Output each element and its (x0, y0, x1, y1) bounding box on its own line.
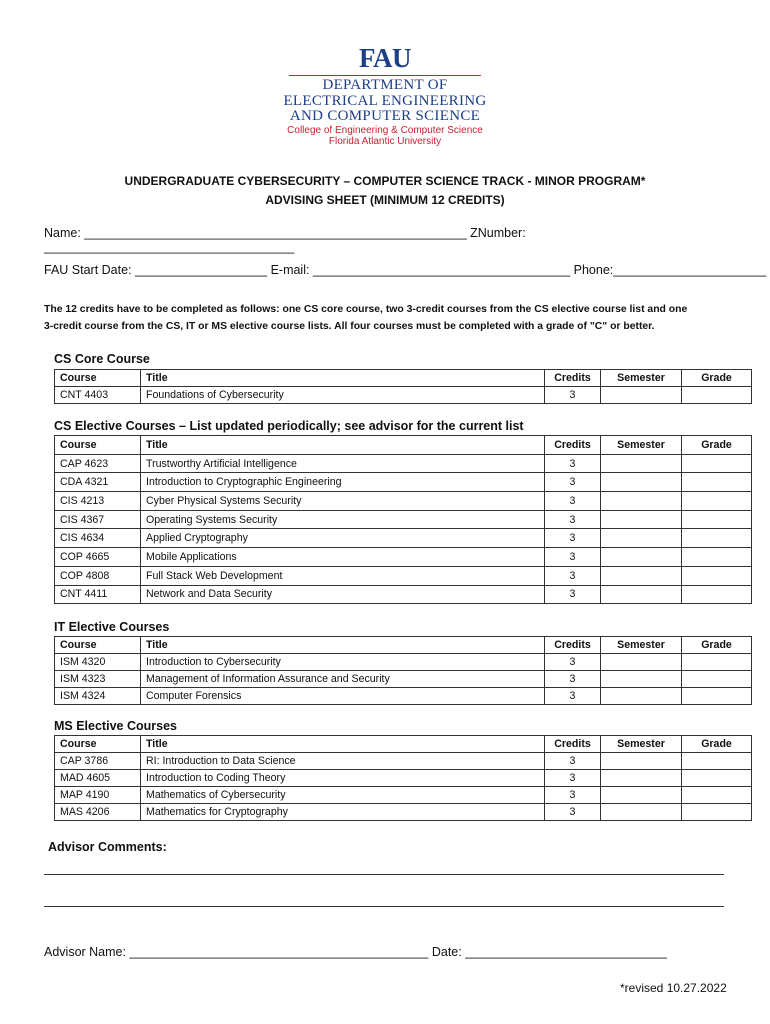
col-semester: Semester (601, 436, 682, 455)
course-title: RI: Introduction to Data Science (141, 753, 545, 770)
it-elective-heading: IT Elective Courses (54, 620, 170, 634)
course-code: CIS 4213 (55, 492, 141, 511)
semester-cell[interactable] (601, 753, 682, 770)
logo-university: Florida Atlantic University (328, 135, 442, 147)
table-header-row (55, 370, 752, 387)
course-credits: 3 (545, 473, 601, 492)
table-row (55, 753, 752, 770)
semester-cell[interactable] (601, 566, 682, 585)
table-row (55, 454, 752, 473)
course-title: Computer Forensics (141, 688, 545, 705)
grade-cell[interactable] (682, 753, 752, 770)
col-title: Title (141, 637, 545, 654)
course-code: MAP 4190 (55, 787, 141, 804)
course-code: CNT 4403 (55, 387, 141, 404)
grade-cell[interactable] (682, 473, 752, 492)
table-row (55, 510, 752, 529)
semester-cell[interactable] (601, 529, 682, 548)
cs-elective-table (54, 435, 752, 604)
table-row (55, 492, 752, 511)
logo-brand: FAU (359, 43, 411, 73)
course-credits: 3 (545, 688, 601, 705)
course-title: Applied Cryptography (141, 529, 545, 548)
course-code: CAP 4623 (55, 454, 141, 473)
course-credits: 3 (545, 529, 601, 548)
cs-core-table (54, 369, 752, 404)
course-code: CIS 4634 (55, 529, 141, 548)
col-credits: Credits (545, 736, 601, 753)
grade-cell[interactable] (682, 787, 752, 804)
semester-cell[interactable] (601, 654, 682, 671)
it-elective-table (54, 636, 752, 705)
course-credits: 3 (545, 585, 601, 604)
col-credits: Credits (545, 436, 601, 455)
course-code: ISM 4324 (55, 688, 141, 705)
course-credits: 3 (545, 787, 601, 804)
fau-logo (270, 44, 500, 147)
course-credits: 3 (545, 654, 601, 671)
table-header-row (55, 736, 752, 753)
col-course: Course (55, 637, 141, 654)
course-code: COP 4665 (55, 548, 141, 567)
page-title: UNDERGRADUATE CYBERSECURITY – COMPUTER SCIENCE TRACK - MINOR PROGRAM* (124, 174, 646, 188)
ms-elective-table (54, 735, 752, 821)
course-credits: 3 (545, 671, 601, 688)
col-course: Course (55, 436, 141, 455)
course-title: Operating Systems Security (141, 510, 545, 529)
course-title: Mathematics for Cryptography (141, 804, 545, 821)
course-code: CDA 4321 (55, 473, 141, 492)
semester-cell[interactable] (601, 387, 682, 404)
comment-line-1[interactable] (44, 874, 724, 875)
course-title: Foundations of Cybersecurity (141, 387, 545, 404)
course-code: CAP 3786 (55, 753, 141, 770)
table-row (55, 473, 752, 492)
course-title: Cyber Physical Systems Security (141, 492, 545, 511)
col-semester: Semester (601, 370, 682, 387)
semester-cell[interactable] (601, 671, 682, 688)
course-credits: 3 (545, 387, 601, 404)
grade-cell[interactable] (682, 804, 752, 821)
grade-cell[interactable] (682, 510, 752, 529)
col-title: Title (141, 370, 545, 387)
logo-dept-line3: AND COMPUTER SCIENCE (289, 108, 481, 124)
table-row (55, 387, 752, 404)
logo-rule (289, 75, 481, 76)
instructions-line1: The 12 credits have to be completed as follows: one CS core course, two 3-credit courses from the CS elective course list and one (44, 304, 688, 315)
table-row (55, 671, 752, 688)
page-subtitle: ADVISING SHEET (MINIMUM 12 CREDITS) (265, 193, 505, 207)
advisor-comments-label: Advisor Comments: (48, 840, 167, 854)
cs-core-heading: CS Core Course (54, 352, 150, 366)
course-title: Mobile Applications (141, 548, 545, 567)
semester-cell[interactable] (601, 787, 682, 804)
table-row (55, 654, 752, 671)
semester-cell[interactable] (601, 585, 682, 604)
grade-cell[interactable] (682, 688, 752, 705)
grade-cell[interactable] (682, 454, 752, 473)
semester-cell[interactable] (601, 454, 682, 473)
col-title: Title (141, 736, 545, 753)
table-row (55, 566, 752, 585)
semester-cell[interactable] (601, 510, 682, 529)
name-znumber-field[interactable]: Name: _______________________________________________________ ZNumber: ____________________________________ (44, 226, 526, 254)
start-email-phone-field[interactable]: FAU Start Date: ___________________ E-mail: _____________________________________ Phone:______________________ (44, 263, 767, 277)
course-title: Trustworthy Artificial Intelligence (141, 454, 545, 473)
table-header-row (55, 637, 752, 654)
cs-elective-heading: CS Elective Courses – List updated periodically; see advisor for the current list (54, 419, 524, 433)
table-row (55, 787, 752, 804)
semester-cell[interactable] (601, 548, 682, 567)
grade-cell[interactable] (682, 529, 752, 548)
course-credits: 3 (545, 510, 601, 529)
course-credits: 3 (545, 804, 601, 821)
col-grade: Grade (682, 436, 752, 455)
course-credits: 3 (545, 454, 601, 473)
table-row (55, 770, 752, 787)
course-title: Introduction to Cybersecurity (141, 654, 545, 671)
semester-cell[interactable] (601, 688, 682, 705)
grade-cell[interactable] (682, 548, 752, 567)
table-row (55, 548, 752, 567)
table-row (55, 529, 752, 548)
grade-cell[interactable] (682, 566, 752, 585)
course-title: Network and Data Security (141, 585, 545, 604)
semester-cell[interactable] (601, 804, 682, 821)
course-code: CNT 4411 (55, 585, 141, 604)
table-row (55, 688, 752, 705)
col-grade: Grade (682, 370, 752, 387)
grade-cell[interactable] (682, 492, 752, 511)
course-code: MAS 4206 (55, 804, 141, 821)
col-semester: Semester (601, 637, 682, 654)
table-row (55, 804, 752, 821)
course-title: Introduction to Coding Theory (141, 770, 545, 787)
course-title: Management of Information Assurance and Security (141, 671, 545, 688)
semester-cell[interactable] (601, 770, 682, 787)
col-grade: Grade (682, 637, 752, 654)
revised-note: *revised 10.27.2022 (620, 981, 727, 995)
course-code: MAD 4605 (55, 770, 141, 787)
col-course: Course (55, 736, 141, 753)
comment-line-2[interactable] (44, 906, 724, 907)
semester-cell[interactable] (601, 473, 682, 492)
advisor-name-date-field[interactable]: Advisor Name: ___________________________________________ Date: _____________________________ (44, 945, 667, 959)
col-title: Title (141, 436, 545, 455)
semester-cell[interactable] (601, 492, 682, 511)
instructions-line2: 3-credit course from the CS, IT or MS elective course lists. All four courses must be completed with a grade of "C" or better. (44, 321, 655, 332)
grade-cell[interactable] (682, 387, 752, 404)
course-code: ISM 4320 (55, 654, 141, 671)
table-row (55, 585, 752, 604)
course-title: Mathematics of Cybersecurity (141, 787, 545, 804)
col-course: Course (55, 370, 141, 387)
course-title: Full Stack Web Development (141, 566, 545, 585)
course-credits: 3 (545, 770, 601, 787)
ms-elective-heading: MS Elective Courses (54, 719, 177, 733)
grade-cell[interactable] (682, 770, 752, 787)
col-credits: Credits (545, 370, 601, 387)
col-credits: Credits (545, 637, 601, 654)
grade-cell[interactable] (682, 654, 752, 671)
col-grade: Grade (682, 736, 752, 753)
col-semester: Semester (601, 736, 682, 753)
course-title: Introduction to Cryptographic Engineering (141, 473, 545, 492)
course-code: CIS 4367 (55, 510, 141, 529)
course-credits: 3 (545, 566, 601, 585)
course-code: ISM 4323 (55, 671, 141, 688)
logo-college: College of Engineering & Computer Science (287, 124, 483, 136)
course-credits: 3 (545, 548, 601, 567)
logo-dept-line2: ELECTRICAL ENGINEERING (283, 92, 487, 109)
course-credits: 3 (545, 753, 601, 770)
table-header-row (55, 436, 752, 455)
grade-cell[interactable] (682, 671, 752, 688)
grade-cell[interactable] (682, 585, 752, 604)
course-credits: 3 (545, 492, 601, 511)
logo-dept-line1: DEPARTMENT OF (322, 77, 448, 93)
course-code: COP 4808 (55, 566, 141, 585)
